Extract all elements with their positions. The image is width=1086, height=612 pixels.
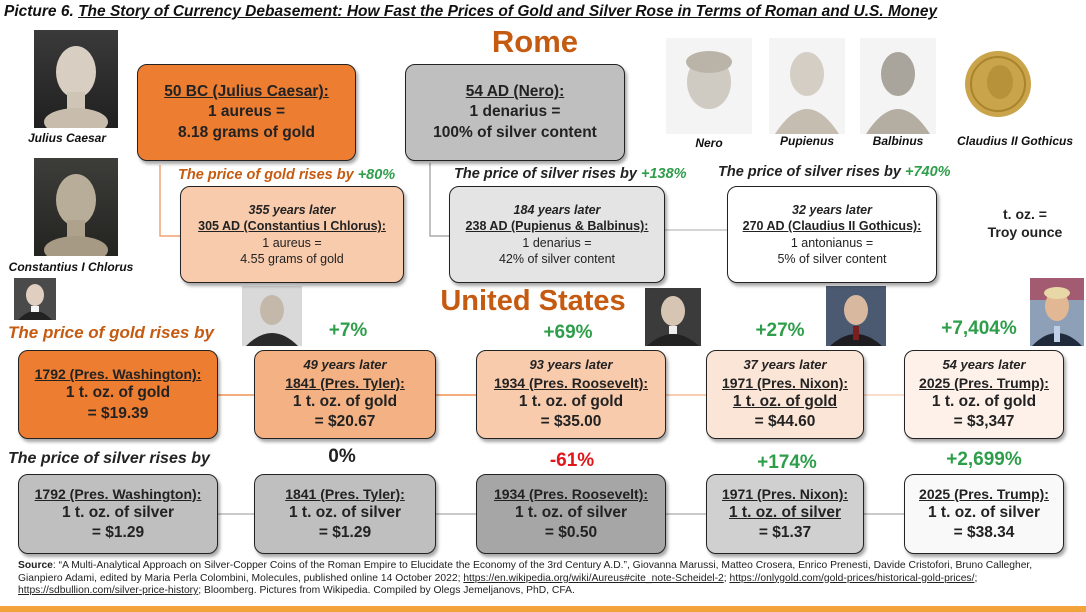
us-gold-line-1934: 1 t. oz. of gold — [518, 392, 624, 410]
us-gold-pct-1: +7% — [328, 320, 368, 341]
rome-silver-rise-label-1: The price of silver rises by +138% — [454, 166, 687, 182]
nero-bust-image — [666, 38, 752, 134]
us-silver-line-1841: 1 t. oz. of silver — [289, 503, 401, 521]
us-gold-price-1841: = $20.67 — [314, 413, 376, 431]
us-gold-years-1934: 93 years later — [529, 356, 613, 372]
us-silver-price-1841: = $1.29 — [318, 524, 372, 542]
us-silver-box-1934 — [476, 474, 666, 554]
us-silver-line-1971: 1 t. oz. of silver — [729, 503, 841, 521]
us-gold-date-2025: 2025 (Pres. Trump): — [919, 374, 1049, 391]
us-gold-line-2025: 1 t. oz. of gold — [931, 392, 1037, 410]
source-link-sdbullion[interactable]: https://sdbullion.com/silver-price-history — [18, 585, 199, 597]
source-link-wikipedia[interactable]: https://en.wikipedia.org/wiki/Aureus#cite_note-Scheidel-2 — [463, 572, 724, 584]
pupienus-bust-image — [769, 38, 845, 134]
caption-claudius: Claudius II Gothicus — [956, 134, 1073, 148]
source-tail: ; Bloomberg. Pictures from Wikipedia. Compiled by Olegs Jemeljanovs, PhD, CFA. — [198, 585, 575, 597]
us-gold-box-1934 — [476, 350, 666, 439]
rome-gold-start-box — [137, 64, 356, 161]
us-gold-box-1792 — [18, 350, 218, 439]
julius-caesar-bust-image — [34, 30, 118, 128]
us-silver-line-2025: 1 t. oz. of silver — [928, 503, 1040, 521]
us-gold-pct-2: +69% — [543, 322, 593, 343]
rome-gold-start-unit: 1 aureus = — [207, 103, 286, 121]
us-gold-price-2025: = $3,347 — [953, 413, 1015, 431]
us-silver-box-1971 — [706, 474, 864, 554]
us-gold-years-1841: 49 years later — [303, 356, 387, 372]
us-gold-box-1971 — [706, 350, 864, 439]
washington-portrait-image — [14, 278, 56, 320]
rome-silver-mid-unit: 1 denarius = — [522, 235, 592, 250]
rome-gold-end-years: 355 years later — [248, 203, 336, 217]
rome-gold-end-box — [180, 186, 404, 283]
rome-silver-mid-box — [449, 186, 665, 283]
page-title: Picture 6. The Story of Currency Debasement: How Fast the Prices of Gold and Silver Rose in Terms of Roman and U.S. Money — [4, 3, 938, 20]
roosevelt-portrait-image — [645, 288, 701, 346]
caption-constantius: Constantius I Chlorus — [8, 260, 134, 274]
us-gold-date-1792: 1792 (Pres. Washington): — [34, 366, 202, 383]
rome-gold-start-value: 8.18 grams of gold — [178, 123, 315, 141]
rome-gold-rise-label: The price of gold rises by +80% — [178, 167, 396, 183]
us-silver-pct-4: +2,699% — [946, 449, 1022, 470]
us-gold-years-2025: 54 years later — [942, 356, 1026, 372]
us-gold-rise-label: The price of gold rises by — [8, 323, 214, 342]
us-silver-price-1792: = $1.29 — [91, 524, 145, 542]
caption-julius-caesar: Julius Caesar — [27, 131, 107, 145]
us-silver-pct-1: 0% — [328, 446, 356, 467]
us-silver-pct-2: -61% — [549, 450, 595, 471]
rome-gold-end-value: 4.55 grams of gold — [240, 251, 344, 266]
connector-silver-rome-1 — [430, 163, 450, 236]
us-gold-box-1841 — [254, 350, 436, 439]
rome-silver-mid-value: 42% of silver content — [498, 251, 616, 266]
us-gold-price-1934: = $35.00 — [540, 413, 602, 431]
rome-silver-start-unit: 1 denarius = — [469, 103, 561, 121]
us-gold-date-1971: 1971 (Pres. Nixon): — [721, 374, 849, 391]
tyler-portrait-image — [242, 286, 302, 346]
us-gold-price-1971: = $44.60 — [754, 413, 816, 431]
us-silver-price-1934: = $0.50 — [544, 524, 598, 542]
us-silver-date-2025: 2025 (Pres. Trump): — [919, 485, 1049, 502]
us-header: United States — [440, 285, 626, 317]
troy-note-line2: Troy ounce — [987, 223, 1063, 240]
rome-silver-end-value: 5% of silver content — [777, 251, 887, 266]
rome-header: Rome — [491, 24, 579, 59]
rome-gold-end-date: 305 AD (Constantius I Chlorus): — [198, 219, 386, 234]
us-gold-date-1841: 1841 (Pres. Tyler): — [285, 374, 405, 391]
us-gold-pct-4: +7,404% — [941, 318, 1017, 339]
bottom-accent-bar — [0, 606, 1086, 612]
rome-silver-rise-pct-1: +138% — [640, 166, 687, 182]
source-link-onlygold[interactable]: https://onlygold.com/gold-prices/historical-gold-prices/ — [729, 572, 975, 584]
rome-silver-start-value: 100% of silver content — [433, 123, 597, 141]
trump-portrait-image — [1030, 278, 1084, 346]
us-silver-line-1792: 1 t. oz. of silver — [62, 503, 174, 521]
us-silver-date-1792: 1792 (Pres. Washington): — [34, 485, 202, 502]
us-gold-date-1934: 1934 (Pres. Roosevelt): — [493, 374, 649, 391]
rome-silver-mid-date: 238 AD (Pupienus & Balbinus): — [465, 219, 649, 234]
us-gold-line-1792: 1 t. oz. of gold — [65, 384, 171, 402]
source-note: Source: “A Multi-Analytical Approach on Silver-Copper Coins of the Roman Empire to Elucidate the Economy of the 3rd Century A.D.”, Giovanna Marussi, Matteo Crosera, Enrico Prenesti, Davide Cristofori, Bruno Callegher, Gianpiero Adami, edited by Maria Perla Colombini, Molecules, published online 14 October 2022; https://en.wikipedia.org/wiki/Aureus#cite_note-Scheidel-2; https://onlygold.com/gold-prices/historical-gold-prices/; https://sdbullion.com/silver-price-history; Bloomberg. Pictures from Wikipedia. Compiled by Olegs Jemeljanovs, PhD, CFA. — [18, 560, 1033, 597]
us-silver-pct-3: +174% — [757, 452, 817, 473]
nixon-portrait-image — [826, 286, 886, 346]
us-silver-date-1971: 1971 (Pres. Nixon): — [721, 485, 849, 502]
us-silver-box-1841 — [254, 474, 436, 554]
caption-pupienus: Pupienus — [779, 134, 834, 148]
constantius-bust-image — [34, 158, 118, 256]
rome-gold-end-unit: 1 aureus = — [262, 235, 322, 250]
balbinus-bust-image — [860, 38, 936, 134]
source-label: Source — [18, 560, 53, 571]
us-silver-box-1792 — [18, 474, 218, 554]
us-silver-price-2025: = $38.34 — [953, 524, 1015, 542]
troy-ounce-note — [966, 206, 1084, 241]
rome-silver-start-box — [405, 64, 625, 161]
us-silver-date-1934: 1934 (Pres. Roosevelt): — [493, 485, 649, 502]
us-silver-date-1841: 1841 (Pres. Tyler): — [285, 485, 405, 502]
us-gold-box-2025 — [904, 350, 1064, 439]
us-gold-line-1971: 1 t. oz. of gold — [732, 392, 838, 410]
us-silver-line-1934: 1 t. oz. of silver — [515, 503, 627, 521]
source-text: : “A Multi-Analytical Approach on Silver-Copper Coins of the Roman Empire to Elucidate the Economy of the 3rd Century A.D.”, Giovanna Marussi, Matteo Crosera, Enrico Prenesti, Davide Cristofori, Bruno Callegher, Gianpiero Adami, edited by Maria Perla Colombini, Molecules, published online 14 October 2022; — [18, 560, 1033, 584]
rome-silver-end-date: 270 AD (Claudius II Gothicus): — [742, 219, 922, 234]
caption-nero: Nero — [695, 136, 723, 150]
us-silver-price-1971: = $1.37 — [758, 524, 812, 542]
us-silver-rise-label: The price of silver rises by — [8, 450, 210, 467]
rome-silver-rise-pct-2: +740% — [904, 164, 951, 180]
rome-silver-end-unit: 1 antonianus = — [790, 235, 874, 250]
us-gold-years-1971: 37 years later — [743, 356, 827, 372]
rome-silver-mid-years: 184 years later — [513, 203, 601, 217]
claudius-coin-image — [962, 38, 1034, 130]
troy-note-line1: t. oz. = — [1003, 206, 1047, 222]
rome-silver-rise-label-2: The price of silver rises by +740% — [718, 164, 951, 180]
us-silver-box-2025 — [904, 474, 1064, 554]
rome-silver-start-date: 54 AD (Nero): — [465, 83, 565, 101]
us-gold-line-1841: 1 t. oz. of gold — [292, 392, 398, 410]
caption-balbinus: Balbinus — [872, 134, 924, 148]
rome-silver-end-box — [727, 186, 937, 283]
rome-gold-start-date: 50 BC (Julius Caesar): — [164, 83, 329, 101]
rome-silver-end-years: 32 years later — [792, 203, 872, 217]
rome-gold-rise-pct: +80% — [357, 167, 396, 183]
us-gold-pct-3: +27% — [755, 320, 805, 341]
us-gold-price-1792: = $19.39 — [87, 404, 149, 422]
